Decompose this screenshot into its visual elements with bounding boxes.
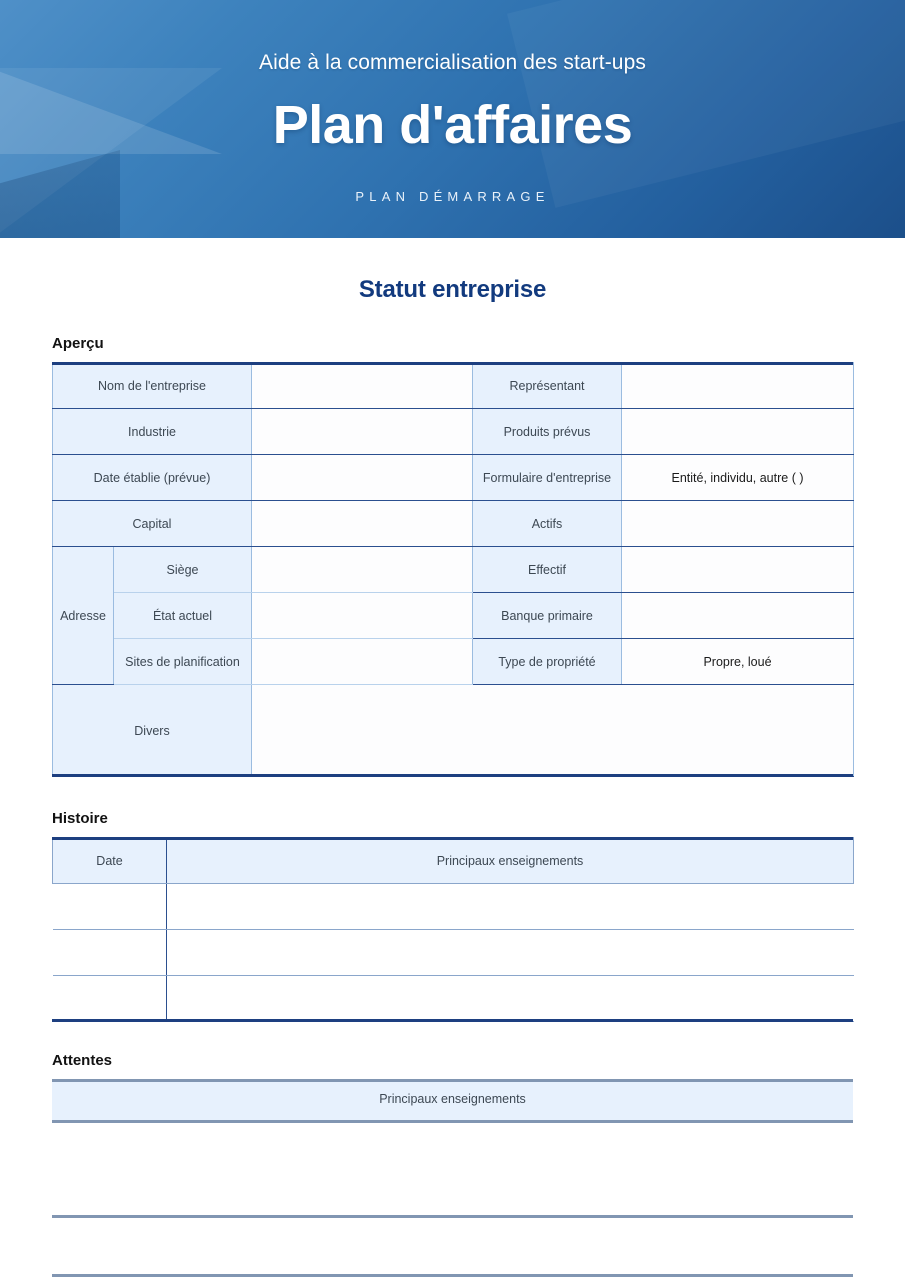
table-row bbox=[53, 639, 854, 685]
section-heading-attentes: Attentes bbox=[52, 1052, 113, 1069]
table-row bbox=[53, 685, 854, 777]
table-row bbox=[53, 455, 854, 501]
attentes-rule-mid bbox=[52, 1120, 853, 1123]
overview-right-value[interactable] bbox=[622, 363, 854, 409]
table-row bbox=[53, 930, 854, 976]
overview-right-label: Représentant bbox=[473, 363, 622, 409]
overview-right-label: Formulaire d'entreprise bbox=[473, 455, 622, 501]
overview-right-label: Actifs bbox=[473, 501, 622, 547]
divers-value[interactable] bbox=[252, 685, 854, 777]
address-group-label: Adresse bbox=[53, 547, 114, 685]
attentes-column-header: Principaux enseignements bbox=[52, 1079, 853, 1120]
table-row bbox=[53, 501, 854, 547]
overview-table bbox=[52, 362, 854, 777]
page-title: Statut entreprise bbox=[358, 276, 547, 303]
section-heading-histoire: Histoire bbox=[52, 810, 108, 827]
attentes-rule-bottom bbox=[52, 1215, 853, 1218]
histoire-col-date: Date bbox=[53, 838, 167, 884]
address-right-value[interactable]: Propre, loué bbox=[622, 639, 854, 685]
banner-title: Plan d'affaires bbox=[272, 95, 633, 155]
address-left-value[interactable] bbox=[252, 547, 473, 593]
overview-left-label: Capital bbox=[53, 501, 252, 547]
page-body bbox=[0, 276, 905, 1277]
overview-left-label: Nom de l'entreprise bbox=[53, 363, 252, 409]
address-right-value[interactable] bbox=[622, 547, 854, 593]
overview-right-label: Produits prévus bbox=[473, 409, 622, 455]
table-row bbox=[53, 547, 854, 593]
attentes-rule-top bbox=[52, 1079, 853, 1082]
address-left-label: État actuel bbox=[114, 593, 252, 639]
overview-left-label: Industrie bbox=[53, 409, 252, 455]
page-banner bbox=[0, 0, 905, 238]
address-left-label: Siège bbox=[114, 547, 252, 593]
overview-left-value[interactable] bbox=[252, 501, 473, 547]
overview-right-value[interactable] bbox=[622, 409, 854, 455]
overview-left-value[interactable] bbox=[252, 409, 473, 455]
overview-table-wrap bbox=[52, 362, 853, 777]
histoire-cell-learnings[interactable] bbox=[167, 976, 854, 1022]
address-right-value[interactable] bbox=[622, 593, 854, 639]
histoire-cell-date[interactable] bbox=[53, 930, 167, 976]
attentes-table bbox=[52, 1079, 853, 1218]
address-left-label: Sites de planification bbox=[114, 639, 252, 685]
footer-rule bbox=[52, 1274, 853, 1277]
table-header-row bbox=[53, 838, 854, 884]
histoire-cell-learnings[interactable] bbox=[167, 930, 854, 976]
table-row bbox=[53, 593, 854, 639]
histoire-table bbox=[52, 837, 854, 1022]
attentes-value[interactable] bbox=[52, 1120, 853, 1215]
section-heading-apercu: Aperçu bbox=[52, 335, 104, 352]
table-row bbox=[53, 363, 854, 409]
banner-content bbox=[0, 0, 905, 238]
histoire-cell-learnings[interactable] bbox=[167, 884, 854, 930]
overview-left-value[interactable] bbox=[252, 455, 473, 501]
table-row bbox=[53, 884, 854, 930]
histoire-cell-date[interactable] bbox=[53, 976, 167, 1022]
table-row bbox=[53, 409, 854, 455]
overview-right-value[interactable]: Entité, individu, autre ( ) bbox=[622, 455, 854, 501]
histoire-cell-date[interactable] bbox=[53, 884, 167, 930]
overview-left-label: Date établie (prévue) bbox=[53, 455, 252, 501]
overview-left-value[interactable] bbox=[252, 363, 473, 409]
address-right-label: Banque primaire bbox=[473, 593, 622, 639]
divers-label: Divers bbox=[53, 685, 252, 777]
histoire-col-learnings: Principaux enseignements bbox=[167, 838, 854, 884]
address-right-label: Effectif bbox=[473, 547, 622, 593]
address-right-label: Type de propriété bbox=[473, 639, 622, 685]
address-left-value[interactable] bbox=[252, 593, 473, 639]
address-left-value[interactable] bbox=[252, 639, 473, 685]
table-row bbox=[53, 976, 854, 1022]
banner-kicker: Aide à la commercialisation des start-ups bbox=[259, 51, 646, 74]
banner-eyebrow: PLAN DÉMARRAGE bbox=[355, 188, 550, 204]
overview-right-value[interactable] bbox=[622, 501, 854, 547]
histoire-table-wrap bbox=[52, 837, 853, 1022]
